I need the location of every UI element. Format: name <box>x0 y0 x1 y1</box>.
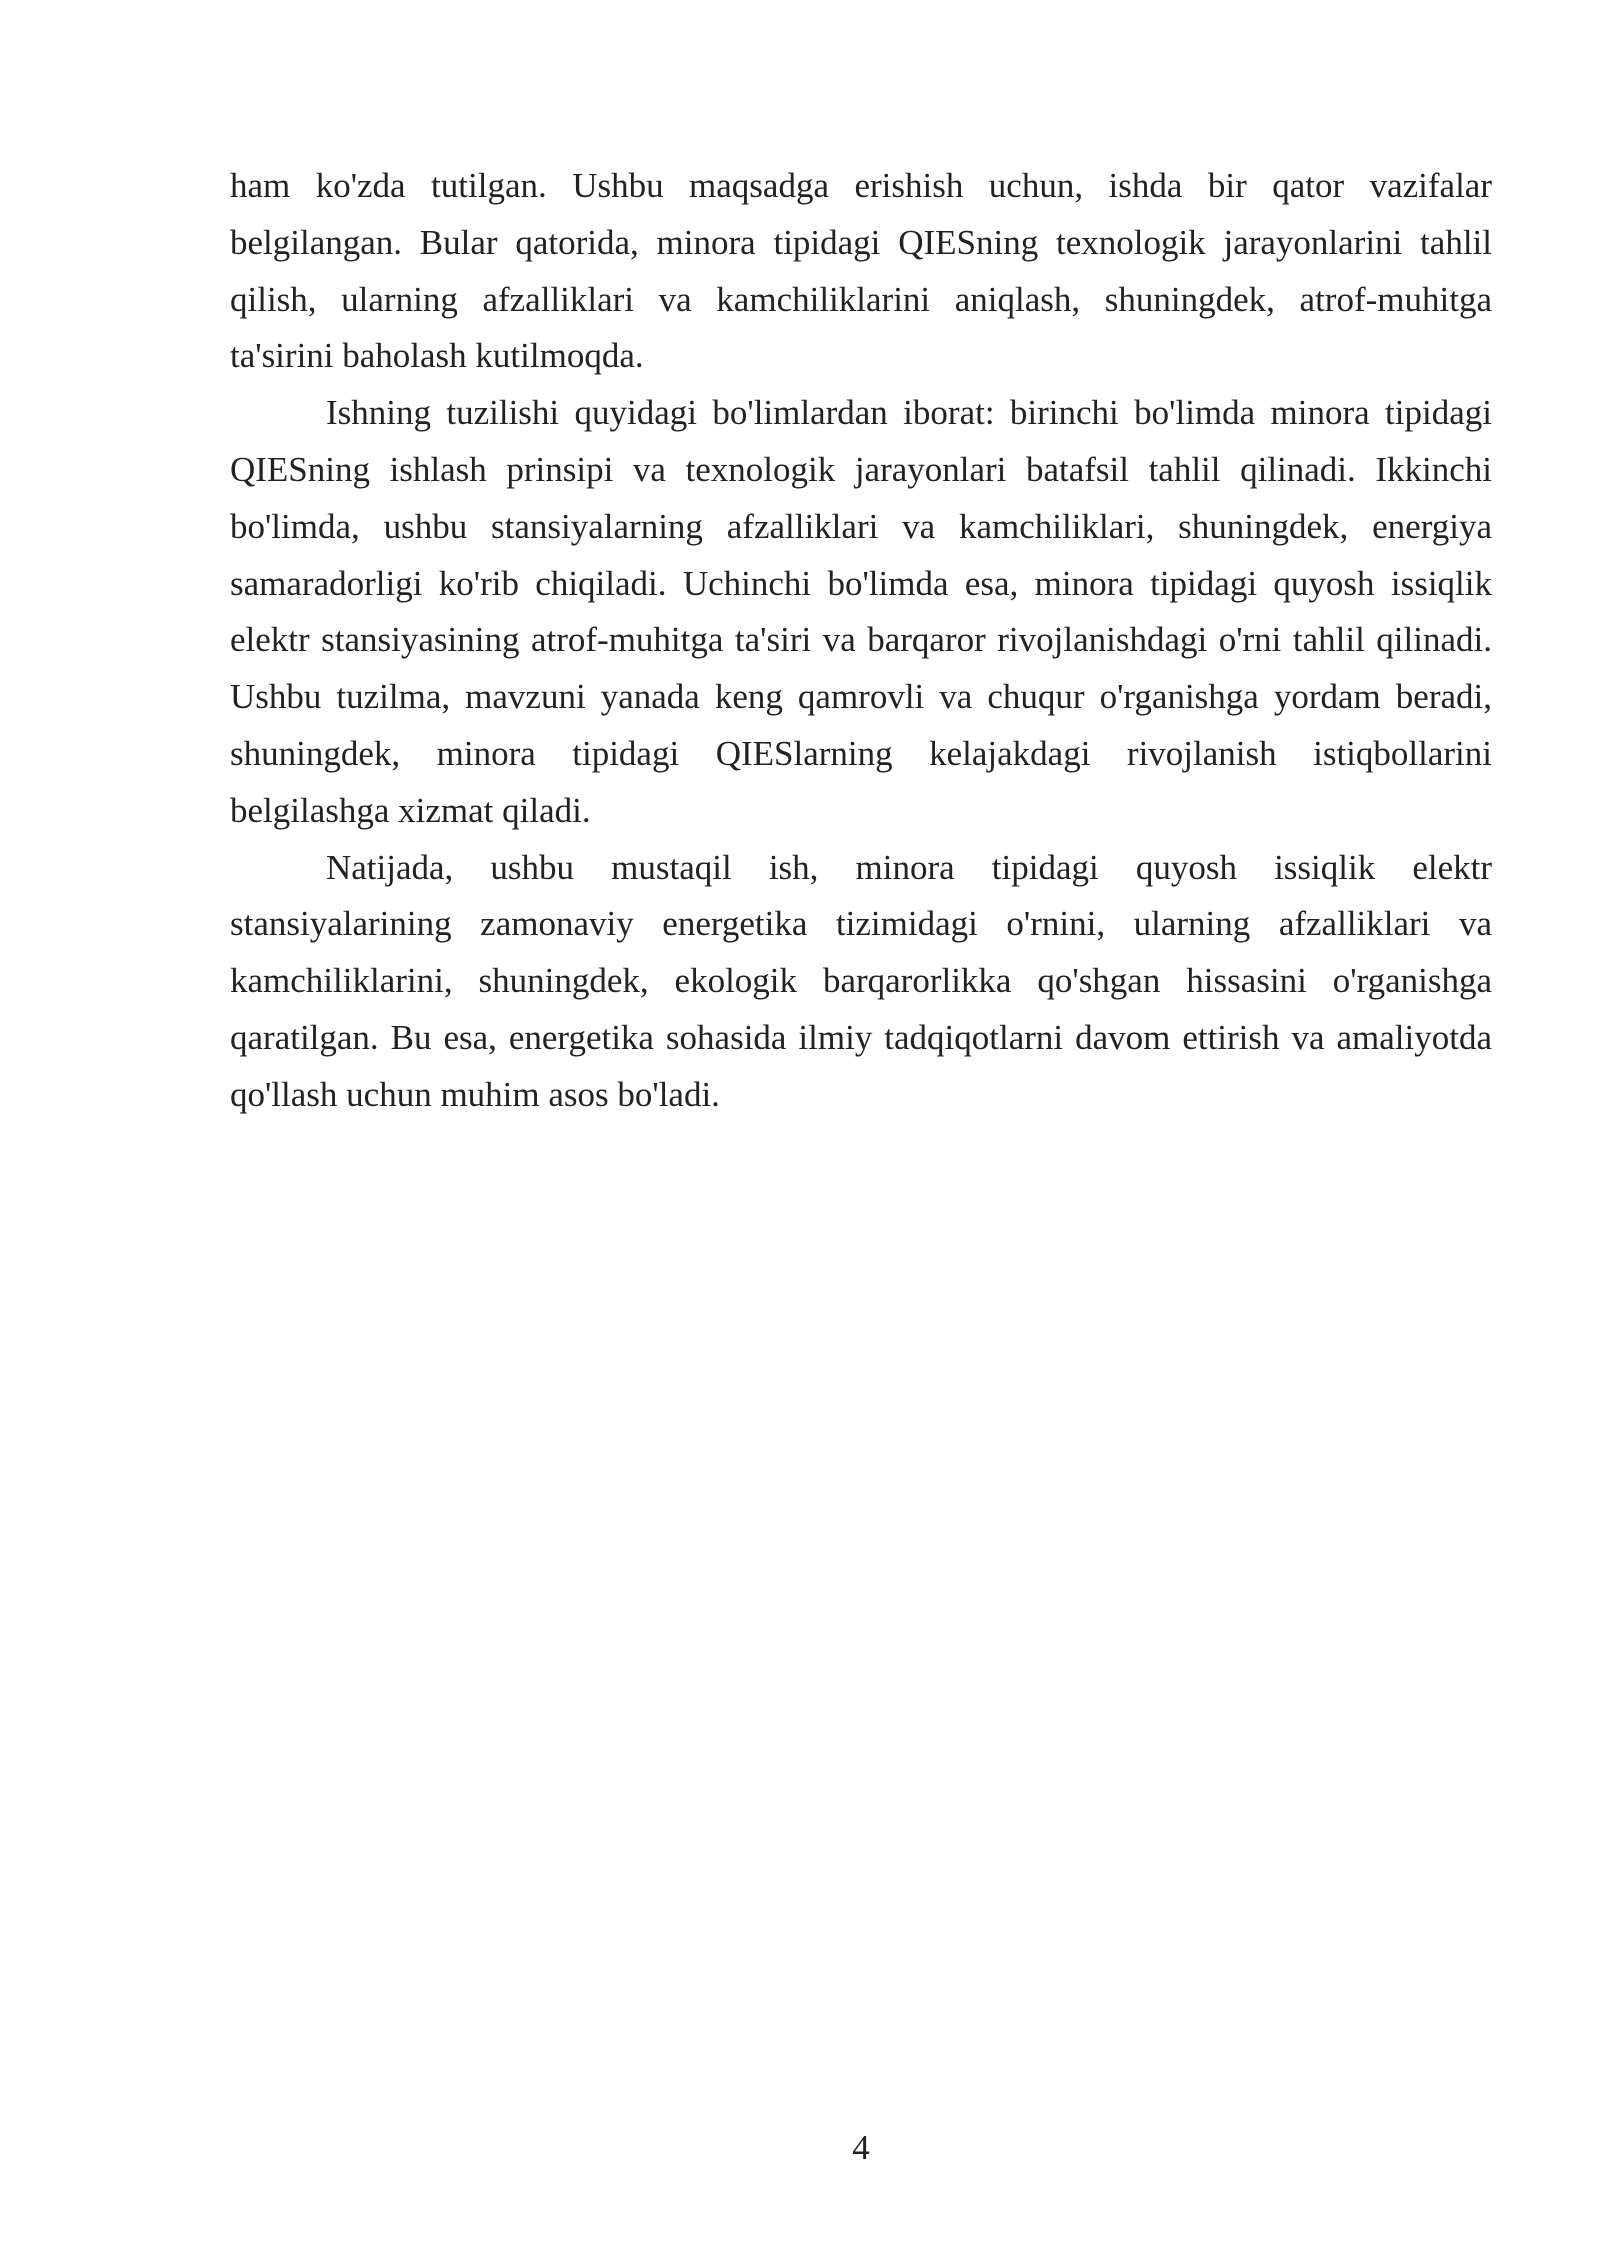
paragraph-conclusion: Natijada, ushbu mustaqil ish, minora tipidagi quyosh issiqlik elektr stansiyalarining zamonaviy energetika tizimidagi o'rnini, ularning afzalliklari va kamchiliklarini, shuningdek, ekologik barqarorlikka qo'shgan hissasini o'rganishga qaratilgan. Bu esa, energetika sohasida ilmiy tadqiqotlarni davom ettirish va amaliyotda qo'llash uchun muhim asos bo'ladi. <box>230 847 1492 1114</box>
paragraph-continuation: ham ko'zda tutilgan. Ushbu maqsadga erishish uchun, ishda bir qator vazifalar belgilangan. Bular qatorida, minora tipidagi QIESning texnologik jarayonlarini tahlil qilish, ularning afzalliklari va kamchiliklarini aniqlash, shuningdek, atrof-muhitga ta'sirini baholash kutilmoqda. <box>230 166 1492 376</box>
page-number: 4 <box>852 2128 870 2167</box>
body-text <box>230 158 1492 1124</box>
paragraph-structure: Ishning tuzilishi quyidagi bo'limlardan iborat: birinchi bo'limda minora tipidagi QIESning ishlash prinsipi va texnologik jarayonlari batafsil tahlil qilinadi. Ikkinchi bo'limda, ushbu stansiyalarning afzalliklari va kamchiliklari, shuningdek, energiya samaradorligi ko'rib chiqiladi. Uchinchi bo'limda esa, minora tipidagi quyosh issiqlik elektr stansiyasining atrof-muhitga ta'siri va barqaror rivojlanishdagi o'rni tahlil qilinadi. Ushbu tuzilma, mavzuni yanada keng qamrovli va chuqur o'rganishga yordam beradi, shuningdek, minora tipidagi QIESlarning kelajakdagi rivojlanish istiqbollarini belgilashga xizmat qiladi. <box>230 393 1492 830</box>
